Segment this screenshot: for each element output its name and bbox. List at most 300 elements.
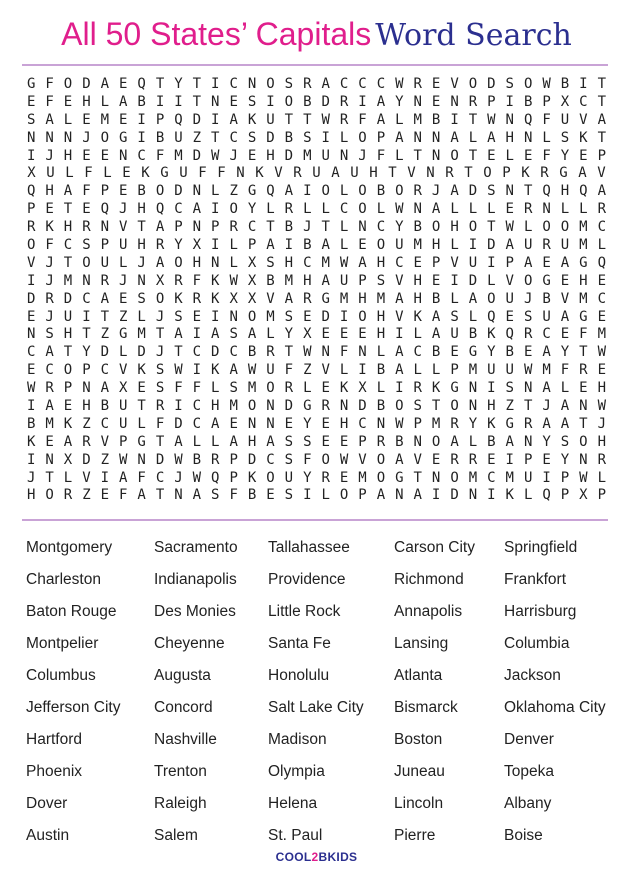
grid-letter: O: [155, 290, 165, 307]
grid-letter: B: [247, 487, 257, 504]
word-list-item: Lincoln: [394, 795, 444, 812]
grid-letter: L: [65, 165, 74, 182]
grid-letter: C: [192, 344, 202, 361]
grid-letter: E: [119, 290, 128, 307]
grid-row: [22, 326, 611, 344]
grid-letter: O: [395, 398, 404, 415]
grid-letter: L: [413, 362, 422, 379]
grid-letter: A: [266, 433, 275, 450]
grid-letter: Q: [266, 183, 275, 200]
grid-letter: L: [597, 469, 607, 486]
grid-row: [22, 165, 611, 183]
grid-letter: H: [266, 147, 275, 164]
grid-letter: T: [155, 326, 165, 343]
grid-letter: J: [45, 254, 54, 271]
grid-letter: W: [395, 415, 404, 432]
grid-letter: V: [82, 469, 91, 486]
word-list-item: Madison: [268, 731, 327, 748]
grid-letter: E: [358, 326, 367, 343]
grid-letter: J: [45, 308, 54, 325]
grid-letter: F: [303, 451, 312, 468]
grid-letter: G: [579, 254, 588, 271]
grid-letter: P: [174, 219, 183, 236]
grid-letter: U: [487, 362, 496, 379]
grid-letter: A: [229, 433, 238, 450]
grid-letter: T: [468, 147, 478, 164]
grid-letter: H: [505, 129, 514, 146]
grid-letter: P: [597, 147, 607, 164]
grid-letter: L: [63, 469, 73, 486]
grid-letter: L: [211, 433, 220, 450]
grid-letter: I: [505, 93, 514, 110]
grid-letter: R: [155, 398, 165, 415]
grid-letter: I: [321, 129, 330, 146]
title-part-1: All 50 States’ Capitals: [61, 16, 372, 52]
logo-part-2: 2: [311, 850, 319, 864]
grid-letter: P: [413, 415, 422, 432]
grid-letter: L: [431, 362, 441, 379]
word-list-item: Richmond: [394, 571, 464, 588]
grid-letter: T: [284, 344, 294, 361]
grid-row: [22, 452, 611, 470]
grid-letter: S: [303, 433, 312, 450]
grid-letter: G: [119, 326, 128, 343]
grid-letter: Y: [284, 326, 294, 343]
grid-letter: R: [211, 451, 220, 468]
grid-letter: J: [82, 129, 91, 146]
grid-letter: R: [303, 76, 312, 92]
grid-letter: Y: [542, 433, 551, 450]
grid-letter: L: [137, 415, 146, 432]
grid-letter: S: [211, 487, 220, 504]
grid-letter: O: [376, 237, 386, 254]
grid-letter: K: [63, 415, 73, 432]
grid-letter: V: [407, 165, 416, 182]
grid-letter: L: [103, 165, 112, 182]
grid-letter: G: [160, 165, 169, 182]
grid-letter: N: [413, 129, 422, 146]
grid-letter: W: [26, 380, 36, 397]
grid-letter: F: [198, 165, 207, 182]
grid-letter: U: [339, 272, 349, 289]
grid-letter: T: [597, 129, 607, 146]
word-list-item: Frankfort: [504, 571, 567, 588]
word-list-item: Atlanta: [394, 667, 443, 684]
grid-row: [22, 487, 611, 505]
grid-letter: B: [137, 183, 146, 200]
grid-letter: P: [560, 469, 570, 486]
grid-letter: C: [376, 219, 386, 236]
grid-letter: H: [431, 237, 441, 254]
grid-letter: I: [395, 326, 404, 343]
grid-letter: Z: [82, 415, 91, 432]
grid-letter: W: [523, 362, 533, 379]
grid-letter: U: [321, 147, 330, 164]
grid-letter: W: [505, 219, 514, 236]
grid-letter: R: [192, 290, 202, 307]
grid-letter: B: [26, 415, 36, 432]
grid-letter: A: [100, 380, 110, 397]
grid-letter: A: [505, 433, 514, 450]
grid-letter: R: [339, 111, 349, 128]
grid-letter: Z: [192, 129, 202, 146]
grid-letter: B: [137, 93, 146, 110]
grid-letter: I: [579, 76, 588, 92]
word-list-item: Sacramento: [154, 539, 238, 556]
grid-letter: A: [505, 237, 514, 254]
grid-letter: A: [321, 76, 330, 92]
grid-letter: Y: [82, 344, 91, 361]
grid-letter: Q: [597, 254, 607, 271]
word-list-item: St. Paul: [268, 827, 323, 844]
word-list-item: Montgomery: [26, 539, 113, 556]
grid-row: [22, 309, 611, 327]
grid-letter: L: [192, 433, 202, 450]
grid-letter: S: [155, 362, 165, 379]
grid-letter: N: [413, 201, 422, 218]
grid-letter: J: [229, 147, 238, 164]
grid-letter: K: [211, 362, 220, 379]
grid-letter: V: [26, 254, 36, 271]
grid-letter: A: [413, 487, 422, 504]
grid-letter: G: [137, 433, 146, 450]
grid-letter: T: [266, 219, 275, 236]
grid-letter: D: [284, 398, 294, 415]
grid-letter: T: [464, 165, 473, 182]
grid-letter: U: [119, 415, 128, 432]
grid-letter: S: [284, 433, 294, 450]
grid-letter: D: [284, 147, 294, 164]
grid-letter: T: [413, 147, 422, 164]
grid-letter: B: [192, 451, 202, 468]
grid-letter: N: [63, 129, 73, 146]
grid-letter: O: [358, 201, 367, 218]
grid-letter: M: [100, 111, 110, 128]
grid-letter: Z: [119, 308, 128, 325]
grid-letter: I: [137, 129, 146, 146]
grid-letter: C: [395, 254, 404, 271]
grid-row: [22, 219, 611, 237]
grid-letter: A: [266, 237, 275, 254]
grid-letter: H: [487, 398, 496, 415]
grid-letter: K: [137, 362, 146, 379]
grid-letter: J: [523, 290, 533, 307]
grid-row: [22, 344, 611, 362]
grid-letter: H: [376, 326, 386, 343]
grid-letter: O: [468, 219, 478, 236]
grid-row: [22, 470, 611, 488]
grid-letter: W: [597, 398, 607, 415]
grid-letter: C: [45, 362, 54, 379]
grid-letter: O: [523, 76, 533, 92]
grid-letter: P: [358, 272, 367, 289]
grid-letter: G: [321, 290, 330, 307]
grid-letter: L: [321, 201, 330, 218]
grid-letter: S: [413, 398, 422, 415]
grid-letter: N: [468, 380, 478, 397]
grid-letter: F: [137, 469, 146, 486]
grid-letter: C: [192, 398, 202, 415]
grid-letter: A: [321, 237, 330, 254]
grid-letter: C: [413, 344, 422, 361]
grid-letter: I: [450, 272, 459, 289]
grid-letter: B: [413, 219, 422, 236]
grid-letter: N: [192, 219, 202, 236]
grid-letter: I: [155, 93, 165, 110]
grid-row: [22, 416, 611, 434]
grid-letter: T: [63, 344, 73, 361]
grid-letter: D: [137, 344, 146, 361]
word-list-item: Indianapolis: [154, 571, 237, 588]
grid-letter: N: [26, 129, 36, 146]
grid-row: [22, 183, 611, 201]
grid-letter: A: [578, 165, 587, 182]
grid-letter: N: [579, 451, 588, 468]
grid-letter: A: [229, 111, 238, 128]
grid-letter: R: [523, 326, 533, 343]
grid-letter: X: [119, 380, 128, 397]
grid-letter: C: [155, 469, 165, 486]
grid-letter: F: [579, 326, 588, 343]
grid-letter: F: [376, 147, 386, 164]
grid-letter: S: [137, 290, 146, 307]
grid-letter: V: [450, 76, 459, 92]
grid-letter: R: [82, 219, 91, 236]
grid-letter: S: [505, 380, 514, 397]
grid-letter: D: [450, 487, 459, 504]
grid-letter: Q: [579, 183, 588, 200]
grid-letter: B: [376, 362, 386, 379]
grid-letter: H: [284, 254, 294, 271]
grid-letter: N: [229, 308, 238, 325]
grid-letter: P: [502, 165, 511, 182]
grid-letter: H: [376, 254, 386, 271]
grid-letter: A: [431, 201, 441, 218]
grid-letter: J: [155, 308, 165, 325]
grid-letter: D: [174, 183, 183, 200]
grid-letter: E: [122, 165, 131, 182]
grid-letter: R: [339, 93, 349, 110]
grid-letter: G: [303, 398, 312, 415]
grid-letter: J: [174, 469, 183, 486]
grid-row: [22, 237, 611, 255]
grid-letter: T: [155, 487, 165, 504]
grid-letter: E: [597, 308, 607, 325]
grid-letter: A: [45, 398, 54, 415]
word-list-item: Raleigh: [154, 795, 207, 812]
grid-letter: O: [483, 165, 492, 182]
grid-letter: V: [395, 308, 404, 325]
grid-letter: O: [63, 76, 73, 92]
grid-letter: P: [450, 362, 459, 379]
grid-letter: M: [174, 147, 183, 164]
grid-letter: A: [560, 415, 570, 432]
grid-letter: M: [45, 415, 54, 432]
grid-letter: A: [45, 111, 54, 128]
grid-letter: D: [468, 183, 478, 200]
grid-letter: N: [266, 415, 275, 432]
grid-letter: Z: [82, 487, 91, 504]
grid-letter: K: [211, 290, 220, 307]
grid-letter: S: [376, 272, 386, 289]
grid-letter: N: [431, 469, 441, 486]
grid-letter: W: [339, 451, 349, 468]
grid-letter: I: [26, 398, 36, 415]
grid-letter: J: [45, 147, 54, 164]
grid-letter: D: [63, 290, 73, 307]
grid-letter: N: [339, 398, 349, 415]
grid-row: [22, 380, 611, 398]
grid-letter: E: [303, 308, 312, 325]
grid-letter: E: [45, 201, 54, 218]
grid-letter: A: [542, 380, 551, 397]
grid-letter: A: [174, 433, 183, 450]
grid-letter: V: [413, 451, 422, 468]
grid-letter: O: [579, 433, 588, 450]
top-divider: [22, 64, 608, 66]
grid-letter: E: [82, 201, 91, 218]
grid-letter: E: [505, 308, 514, 325]
word-list-item: Charleston: [26, 571, 101, 588]
grid-letter: E: [119, 111, 128, 128]
grid-letter: B: [247, 344, 257, 361]
grid-letter: F: [560, 362, 570, 379]
grid-letter: P: [100, 237, 110, 254]
grid-letter: O: [321, 183, 330, 200]
grid-letter: B: [487, 433, 496, 450]
grid-letter: N: [236, 165, 245, 182]
grid-letter: E: [431, 76, 441, 92]
grid-letter: H: [303, 272, 312, 289]
grid-letter: C: [579, 93, 588, 110]
grid-letter: L: [266, 326, 275, 343]
grid-letter: C: [339, 201, 349, 218]
grid-letter: U: [284, 469, 294, 486]
grid-letter: U: [266, 111, 275, 128]
grid-letter: L: [339, 129, 349, 146]
grid-letter: K: [211, 272, 220, 289]
grid-letter: D: [155, 451, 165, 468]
grid-letter: R: [540, 165, 549, 182]
grid-letter: B: [100, 398, 110, 415]
grid-letter: L: [487, 272, 496, 289]
grid-letter: Q: [542, 487, 551, 504]
grid-letter: A: [395, 362, 404, 379]
grid-letter: N: [395, 487, 404, 504]
grid-letter: O: [155, 183, 165, 200]
grid-letter: K: [431, 380, 441, 397]
grid-letter: F: [284, 362, 294, 379]
grid-letter: D: [468, 272, 478, 289]
grid-letter: R: [376, 433, 386, 450]
word-list-item: Santa Fe: [268, 635, 331, 652]
grid-row: [22, 201, 611, 219]
site-logo: [0, 850, 633, 864]
grid-letter: M: [284, 272, 294, 289]
grid-letter: L: [321, 487, 330, 504]
grid-letter: N: [247, 76, 257, 92]
grid-letter: A: [542, 344, 551, 361]
grid-letter: H: [26, 487, 36, 504]
grid-letter: W: [395, 201, 404, 218]
grid-letter: J: [431, 183, 441, 200]
grid-letter: G: [505, 415, 514, 432]
grid-letter: L: [376, 344, 386, 361]
grid-letter: O: [321, 451, 330, 468]
grid-letter: F: [229, 487, 238, 504]
grid-letter: G: [579, 308, 588, 325]
grid-letter: D: [82, 451, 91, 468]
grid-letter: A: [119, 93, 128, 110]
grid-letter: U: [266, 362, 275, 379]
grid-letter: O: [450, 147, 459, 164]
grid-letter: B: [303, 93, 312, 110]
grid-letter: C: [358, 76, 367, 92]
grid-letter: P: [358, 487, 367, 504]
grid-letter: C: [192, 415, 202, 432]
grid-row: [22, 255, 611, 273]
grid-letter: W: [229, 272, 238, 289]
grid-letter: L: [560, 201, 570, 218]
grid-letter: C: [358, 415, 367, 432]
grid-letter: L: [487, 201, 496, 218]
grid-letter: W: [579, 469, 588, 486]
grid-letter: E: [560, 272, 570, 289]
grid-letter: O: [229, 201, 238, 218]
grid-letter: M: [376, 290, 386, 307]
grid-letter: O: [358, 129, 367, 146]
grid-letter: T: [192, 76, 202, 92]
word-list-item: Springfield: [504, 539, 578, 556]
grid-letter: W: [321, 111, 330, 128]
grid-letter: I: [487, 380, 496, 397]
grid-letter: P: [229, 451, 238, 468]
grid-letter: U: [63, 308, 73, 325]
grid-letter: R: [100, 272, 110, 289]
grid-letter: X: [247, 290, 257, 307]
grid-letter: T: [303, 111, 312, 128]
grid-letter: E: [26, 362, 36, 379]
grid-letter: L: [579, 201, 588, 218]
grid-letter: M: [358, 469, 367, 486]
grid-letter: X: [560, 93, 570, 110]
grid-letter: T: [388, 165, 397, 182]
grid-letter: N: [426, 165, 435, 182]
grid-letter: R: [413, 183, 422, 200]
grid-letter: L: [413, 326, 422, 343]
grid-letter: N: [523, 129, 533, 146]
grid-letter: H: [63, 219, 73, 236]
grid-letter: H: [413, 290, 422, 307]
grid-letter: A: [560, 254, 570, 271]
grid-letter: A: [395, 451, 404, 468]
grid-letter: S: [560, 129, 570, 146]
grid-letter: O: [450, 469, 459, 486]
grid-letter: T: [137, 219, 146, 236]
grid-letter: S: [229, 380, 238, 397]
grid-letter: M: [505, 469, 514, 486]
grid-letter: G: [247, 183, 257, 200]
grid-letter: M: [63, 272, 73, 289]
grid-letter: W: [597, 344, 607, 361]
grid-letter: R: [523, 415, 533, 432]
grid-letter: E: [321, 380, 330, 397]
grid-letter: Y: [303, 415, 312, 432]
grid-letter: Y: [395, 93, 404, 110]
grid-letter: V: [100, 433, 110, 450]
grid-letter: S: [284, 487, 294, 504]
grid-letter: C: [597, 290, 607, 307]
